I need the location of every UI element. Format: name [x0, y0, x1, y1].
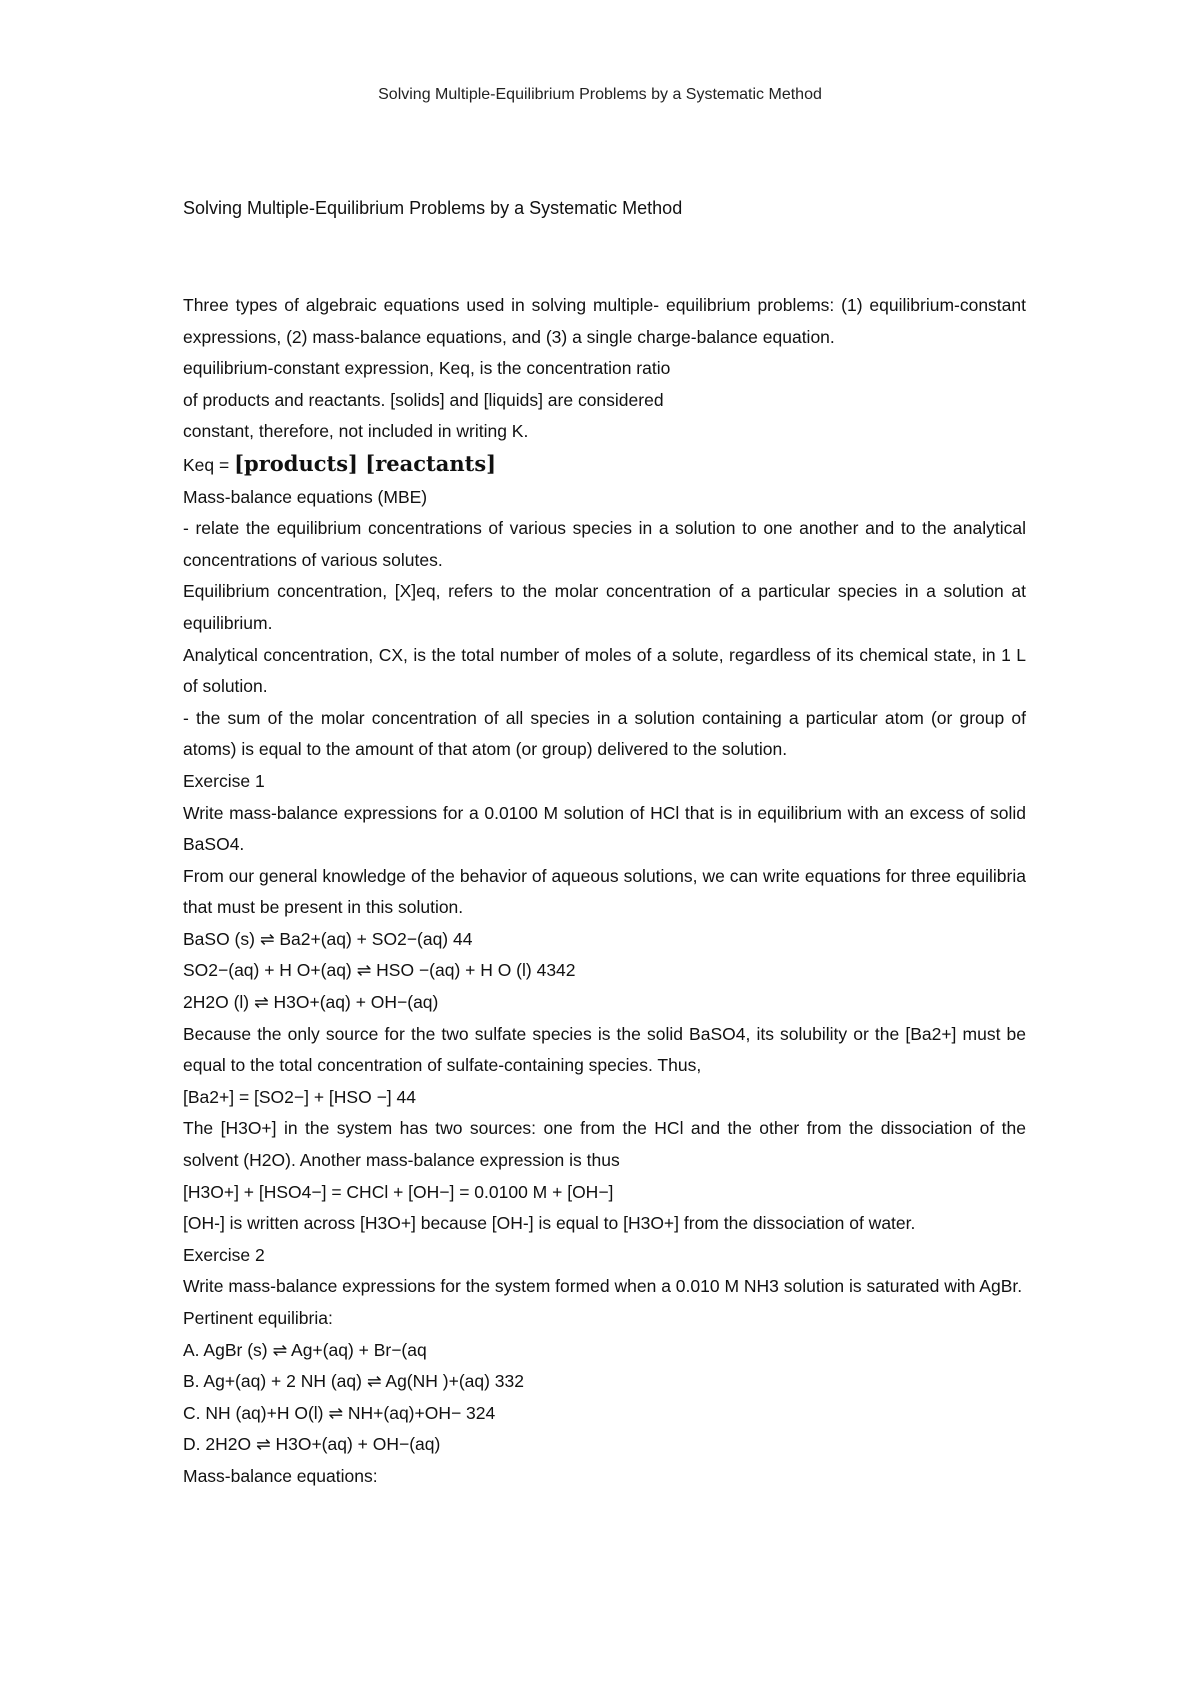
keq-formula: [products] [reactants]	[234, 450, 497, 476]
keq-definition-line-1: equilibrium-constant expression, Keq, is the concentration ratio	[183, 358, 671, 379]
exercise-1-equilibrium-3: 2H2O (l) ⇌ H3O+(aq) + OH−(aq)	[183, 992, 439, 1013]
mbe-description: - relate the equilibrium concentrations of various species in a solution to one another and to the analytical concentrations of various solutes.	[183, 518, 1026, 570]
document-title: Solving Multiple-Equilibrium Problems by a Systematic Method	[183, 198, 683, 218]
keq-definition-line-2: of products and reactants. [solids] and [liquids] are considered	[183, 389, 664, 410]
exercise-2-equilibrium-c: C. NH (aq)+H O(l) ⇌ NH+(aq)+OH− 324	[183, 1402, 496, 1423]
exercise-2-mass-balance-heading: Mass-balance equations:	[183, 1465, 378, 1486]
pertinent-equilibria-heading: Pertinent equilibria:	[183, 1308, 333, 1328]
exercise-1-oh-note: [OH-] is written across [H3O+] because [OH-] is equal to [H3O+] from the dissociation of water.	[183, 1213, 916, 1234]
exercise-1-mass-balance-1: [Ba2+] = [SO2−] + [HSO −] 44	[183, 1086, 416, 1107]
keq-definition-line-3: constant, therefore, not included in writing K.	[183, 421, 529, 442]
exercise-1-knowledge: From our general knowledge of the behavior of aqueous solutions, we can write equations for three equilibria that must be present in this solution.	[183, 865, 1026, 918]
exercise-1-label: Exercise 1	[183, 770, 265, 791]
intro-paragraph: Three types of algebraic equations used in solving multiple- equilibrium problems: (1) equilibrium-constant expressions, (2) mass-balance equations, and (3) a single charge-balance equation.	[183, 295, 1026, 347]
mbe-heading: Mass-balance equations (MBE)	[183, 486, 428, 507]
exercise-2-prompt: Write mass-balance expressions for the system formed when a 0.010 M NH3 solution is saturated with AgBr.	[183, 1276, 1023, 1297]
exercise-2-equilibrium-d: D. 2H2O ⇌ H3O+(aq) + OH−(aq)	[183, 1434, 441, 1455]
exercise-1-because: Because the only source for the two sulfate species is the solid BaSO4, its solubility or the [Ba2+] must be equal to the total concentration of sulfate-containing species. Thus,	[183, 1023, 1026, 1076]
exercise-1-h3o-sources: The [H3O+] in the system has two sources: one from the HCl and the other from the dissociation of the solvent (H2O). Another mass-balance expression is thus	[183, 1118, 1026, 1171]
exercise-2-equilibrium-a: A. AgBr (s) ⇌ Ag+(aq) + Br−(aq	[183, 1339, 427, 1360]
exercise-1-equilibrium-2: SO2−(aq) + H O+(aq) ⇌ HSO −(aq) + H O (l) 4342	[183, 960, 576, 981]
sum-rule: - the sum of the molar concentration of all species in a solution containing a particular atom (or group of atoms) is equal to the amount of that atom (or group) delivered to the solution.	[183, 707, 1026, 760]
keq-equation	[183, 448, 1026, 482]
keq-prefix: Keq =	[183, 454, 235, 475]
exercise-2-equilibrium-b: B. Ag+(aq) + 2 NH (aq) ⇌ Ag(NH )+(aq) 332	[183, 1371, 524, 1392]
running-header: Solving Multiple-Equilibrium Problems by a Systematic Method	[378, 86, 822, 103]
exercise-1-equilibrium-1: BaSO (s) ⇌ Ba2+(aq) + SO2−(aq) 44	[183, 928, 473, 949]
exercise-1-mass-balance-2: [H3O+] + [HSO4−] = CHCl + [OH−] = 0.0100 M + [OH−]	[183, 1181, 614, 1202]
exercise-1-prompt: Write mass-balance expressions for a 0.0100 M solution of HCl that is in equilibrium with an excess of solid BaSO4.	[183, 802, 1026, 855]
equilibrium-concentration-definition: Equilibrium concentration, [X]eq, refers to the molar concentration of a particular species in a solution at equilibrium.	[183, 581, 1026, 633]
analytical-concentration-definition: Analytical concentration, CX, is the total number of moles of a solute, regardless of its chemical state, in 1 L of solution.	[183, 644, 1026, 697]
exercise-2-label: Exercise 2	[183, 1244, 265, 1265]
document-body	[183, 290, 1026, 1493]
